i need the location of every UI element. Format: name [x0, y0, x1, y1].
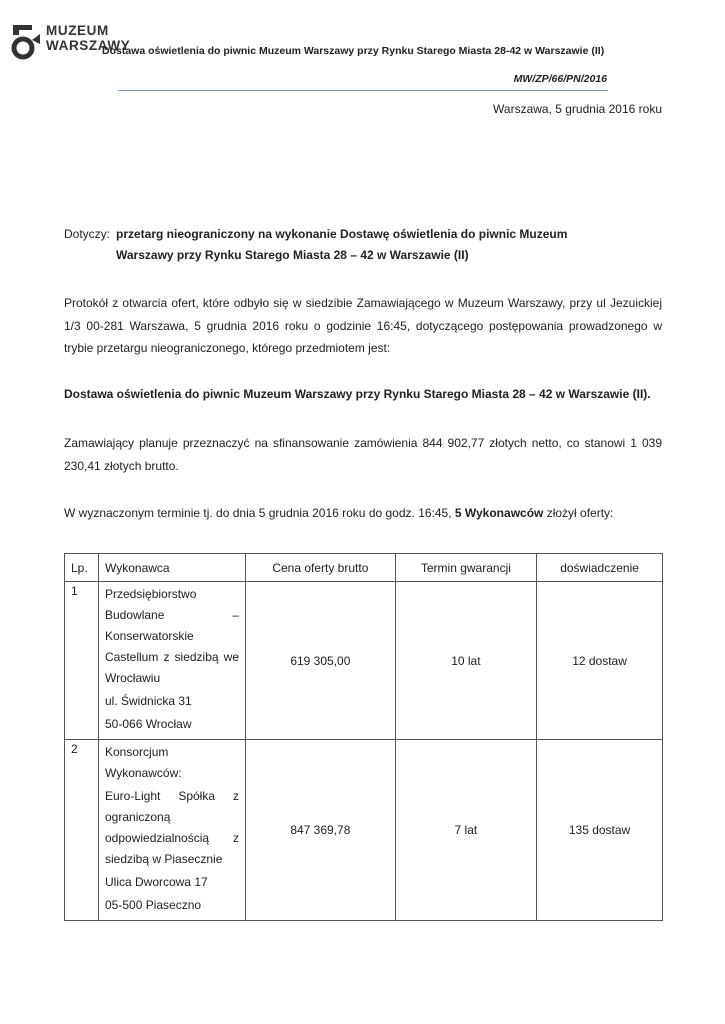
contractor-line: Euro-Light Spółka z — [105, 789, 239, 803]
header-title: Dostawa oświetlenia do piwnic Muzeum Warszawy przy Rynku Starego Miasta 28-42 w Warszawie (II) — [102, 45, 605, 57]
museum-logo-mark-icon — [10, 22, 42, 60]
header-warranty: Termin gwarancji — [395, 554, 536, 582]
budget-paragraph: Zamawiający planuje przeznaczyć na sfinansowanie zamówienia 844 902,77 złotych netto, co stanowi 1 039 230,41 złotych brutto. — [64, 436, 662, 473]
offers-table — [64, 553, 663, 921]
contractor-line: Ulica Dworcowa 17 — [105, 875, 208, 889]
deadline-text-pre: W wyznaczonym terminie tj. do dnia 5 grudnia 2016 roku do godz. 16:45, — [64, 506, 455, 520]
header-lp: Lp. — [65, 554, 99, 582]
contractor-line: Wykonawców: — [105, 766, 182, 780]
row-price: 619 305,00 — [246, 582, 396, 740]
contractor-line: siedzibą w Piasecznie — [105, 852, 223, 866]
contractor-line: 05-500 Piaseczno — [105, 898, 202, 912]
table-row — [65, 740, 663, 921]
logo-line-2: WARSZAWY — [46, 38, 131, 53]
row-contractor — [99, 740, 246, 921]
header-divider — [118, 90, 608, 91]
row-price: 847 369,78 — [246, 740, 396, 921]
document-date: Warszawa, 5 grudnia 2016 roku — [493, 102, 662, 116]
row-experience: 135 dostaw — [537, 740, 663, 921]
header-experience: doświadczenie — [537, 554, 663, 582]
row-lp: 1 — [65, 582, 99, 740]
deadline-text-post: złożył oferty: — [543, 506, 614, 520]
row-experience: 12 dostaw — [537, 582, 663, 740]
header-reference-number: MW/ZP/66/PN/2016 — [513, 73, 607, 85]
protocol-paragraph: Protokół z otwarcia ofert, które odbyło się w siedzibie Zamawiającego w Muzeum Warszawy, przy ul Jezuickiej 1/3 00-281 Warszawa, 5 grudnia 2016 roku o godzinie 16:45, dotyczącego postępowania prowadzonego w trybie przetargu nieograniczonego, którego przedmiotem jest: — [64, 296, 662, 355]
header-price: Cena oferty brutto — [246, 554, 396, 582]
regarding-label: Dotyczy: — [64, 227, 111, 241]
regarding-block — [64, 224, 664, 266]
contractor-line: ul. Świdnicka 31 — [105, 694, 192, 708]
contractor-line: Konserwatorskie — [105, 629, 194, 643]
contractor-line: Przedsiębiorstwo — [105, 587, 197, 601]
deadline-offer-count: 5 Wykonawców — [454, 506, 544, 520]
header-contractor: Wykonawca — [99, 554, 246, 582]
regarding-line-1: przetarg nieograniczony na wykonanie Dostawę oświetlenia do piwnic Muzeum — [116, 227, 568, 241]
deadline-paragraph — [64, 502, 662, 525]
offers-table-header-row — [65, 554, 663, 582]
contractor-line: ograniczoną — [105, 810, 171, 824]
contractor-line: Budowlane – — [105, 608, 239, 622]
contractor-line: Wrocławiu — [105, 671, 161, 685]
row-warranty: 10 lat — [395, 582, 536, 740]
contractor-line: Castellum z siedzibą we — [105, 650, 239, 664]
contractor-line: Konsorcjum — [105, 745, 169, 759]
contractor-line: odpowiedzialnością z — [105, 831, 239, 845]
logo-line-1: MUZEUM — [46, 23, 109, 38]
contractor-line: 50-066 Wrocław — [105, 717, 192, 731]
regarding-line-2: Warszawy przy Rynku Starego Miasta 28 – 42 w Warszawie (II) — [116, 248, 469, 262]
row-warranty: 7 lat — [395, 740, 536, 921]
row-lp: 2 — [65, 740, 99, 921]
row-contractor — [99, 582, 246, 740]
table-row — [65, 582, 663, 740]
subject-paragraph: Dostawa oświetlenia do piwnic Muzeum Warszawy przy Rynku Starego Miasta 28 – 42 w Warszawie (II). — [64, 387, 651, 401]
